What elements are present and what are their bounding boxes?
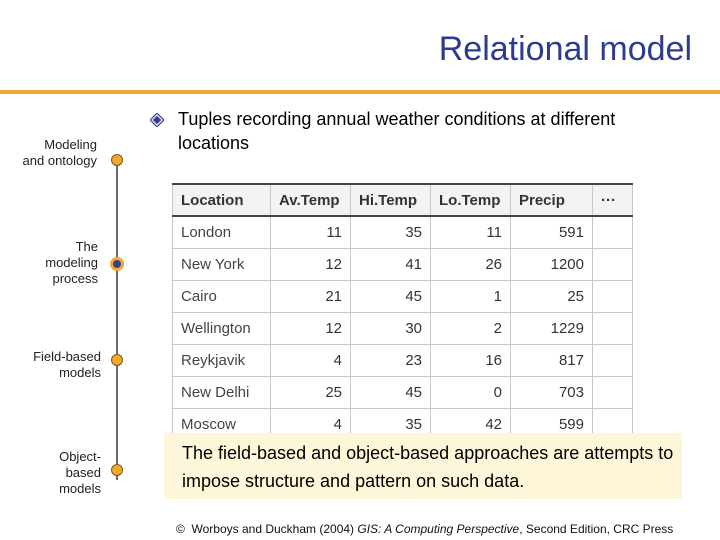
cell-lotemp: 26 [431,248,511,280]
cell-location: London [173,216,271,248]
nav-dot-modeling-process[interactable] [110,257,124,271]
table-row [173,312,633,344]
cell-location: New York [173,248,271,280]
slide-title: Relational model [438,30,692,68]
cell-hitemp: 35 [351,216,431,248]
header-location: Location [173,184,271,216]
cell-avtemp: 4 [271,408,351,440]
cell-more [593,280,633,312]
cell-precip: 817 [511,344,593,376]
table-header-row [173,184,633,216]
cell-precip: 591 [511,216,593,248]
nav-label-modeling-process[interactable]: The modeling process [45,239,98,286]
nav-dot-modeling-ontology[interactable] [111,154,123,166]
citation-footer [176,522,673,536]
table-row [173,344,633,376]
cell-precip: 1200 [511,248,593,280]
highlight-note: The field-based and object-based approaches are attempts to impose structure and pattern on such data. [164,433,682,499]
bullet-text: Tuples recording annual weather conditions at different locations [178,109,616,153]
header-lotemp: Lo.Temp [431,184,511,216]
cell-lotemp: 42 [431,408,511,440]
cell-hitemp: 35 [351,408,431,440]
nav-label-field-based[interactable]: Field-based models [33,349,101,380]
cell-avtemp: 4 [271,344,351,376]
weather-table [172,183,633,441]
cell-avtemp: 21 [271,280,351,312]
cell-hitemp: 23 [351,344,431,376]
cell-hitemp: 45 [351,376,431,408]
table-row [173,216,633,248]
nav-dot-field-based[interactable] [111,354,123,366]
cell-hitemp: 41 [351,248,431,280]
cell-more [593,216,633,248]
table-row [173,280,633,312]
cell-avtemp: 12 [271,248,351,280]
cell-precip: 25 [511,280,593,312]
header-hitemp: Hi.Temp [351,184,431,216]
nav-dot-object-based[interactable] [111,464,123,476]
cell-hitemp: 30 [351,312,431,344]
cell-lotemp: 2 [431,312,511,344]
cell-lotemp: 1 [431,280,511,312]
cell-more [593,312,633,344]
cell-location: New Delhi [173,376,271,408]
citation-book-title: GIS: A Computing Perspective [357,522,520,536]
header-precip: Precip [511,184,593,216]
cell-location: Moscow [173,408,271,440]
cell-precip: 703 [511,376,593,408]
cell-lotemp: 0 [431,376,511,408]
cell-location: Reykjavik [173,344,271,376]
title-divider [0,90,720,94]
table-row [173,376,633,408]
citation-edition: , Second Edition, CRC Press [519,522,674,536]
cell-more [593,248,633,280]
header-more: ··· [593,184,633,216]
cell-hitemp: 45 [351,280,431,312]
cell-avtemp: 12 [271,312,351,344]
cell-lotemp: 11 [431,216,511,248]
cell-avtemp: 11 [271,216,351,248]
cell-location: Cairo [173,280,271,312]
table-row [173,248,633,280]
nav-timeline [116,160,118,480]
cell-lotemp: 16 [431,344,511,376]
diamond-bullet-icon [150,113,164,127]
cell-precip: 599 [511,408,593,440]
citation-authors: Worboys and Duckham (2004) [191,522,358,536]
cell-more [593,344,633,376]
cell-location: Wellington [173,312,271,344]
nav-label-modeling-ontology[interactable]: Modeling and ontology [22,137,97,168]
cell-precip: 1229 [511,312,593,344]
cell-more [593,376,633,408]
nav-label-object-based[interactable]: Object- based models [59,449,101,496]
cell-avtemp: 25 [271,376,351,408]
header-avtemp: Av.Temp [271,184,351,216]
copyright-symbol: © [176,522,185,536]
